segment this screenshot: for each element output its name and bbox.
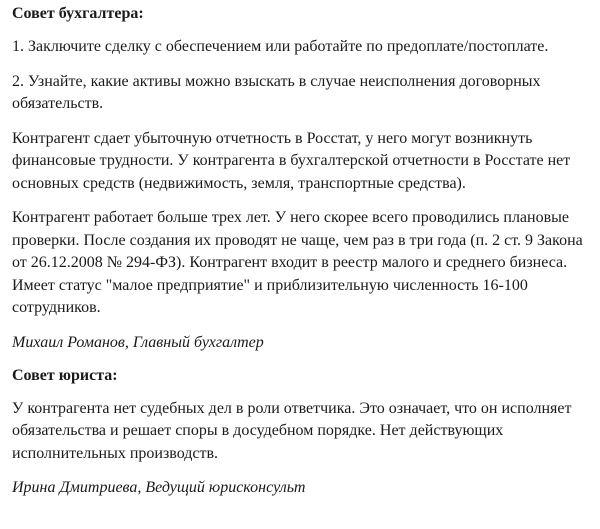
accountant-advice-section: [12, 3, 588, 354]
accountant-advice-heading: Совет бухгалтера:: [12, 5, 144, 22]
lawyer-advice-text: У контрагента нет судебных дел в роли ответчика. Это означает, что он исполняет обязательства и решает споры в досудебном порядке. Нет действующих исполнительных производств.: [12, 399, 572, 462]
accountant-rosstat-note: Контрагент сдает убыточную отчетность в Росстат, у него могут возникнуть финансовые трудности. У контрагента в бухгалтерской отчетности в Росстате нет основных средств (недвижимость, земля, транспортные средства).: [12, 129, 571, 192]
accountant-sme-note: Контрагент работает больше трех лет. У него скорее всего проводились плановые проверки. После создания их проводят не чаще, чем раз в три года (п. 2 ст. 9 Закона от 26.12.2008 № 294-ФЗ). Контрагент входит в реестр малого и среднего бизнеса. Имеет статус "малое предприятие" и приблизительную численность 16-100 сотрудников.: [12, 209, 583, 316]
lawyer-advice-section: [12, 365, 588, 500]
accountant-signature: Михаил Романов, Главный бухгалтер: [12, 333, 264, 351]
accountant-advice-item-1: 1. Заключите сделку с обеспечением или работайте по предоплате/постоплате.: [12, 38, 549, 55]
lawyer-signature: Ирина Дмитриева, Ведущий юрисконсульт: [12, 479, 306, 496]
accountant-advice-item-2: 2. Узнайте, какие активы можно взыскать в случае неисполнения договорных обязательств.: [12, 72, 541, 112]
lawyer-advice-heading: Совет юриста:: [12, 366, 118, 384]
